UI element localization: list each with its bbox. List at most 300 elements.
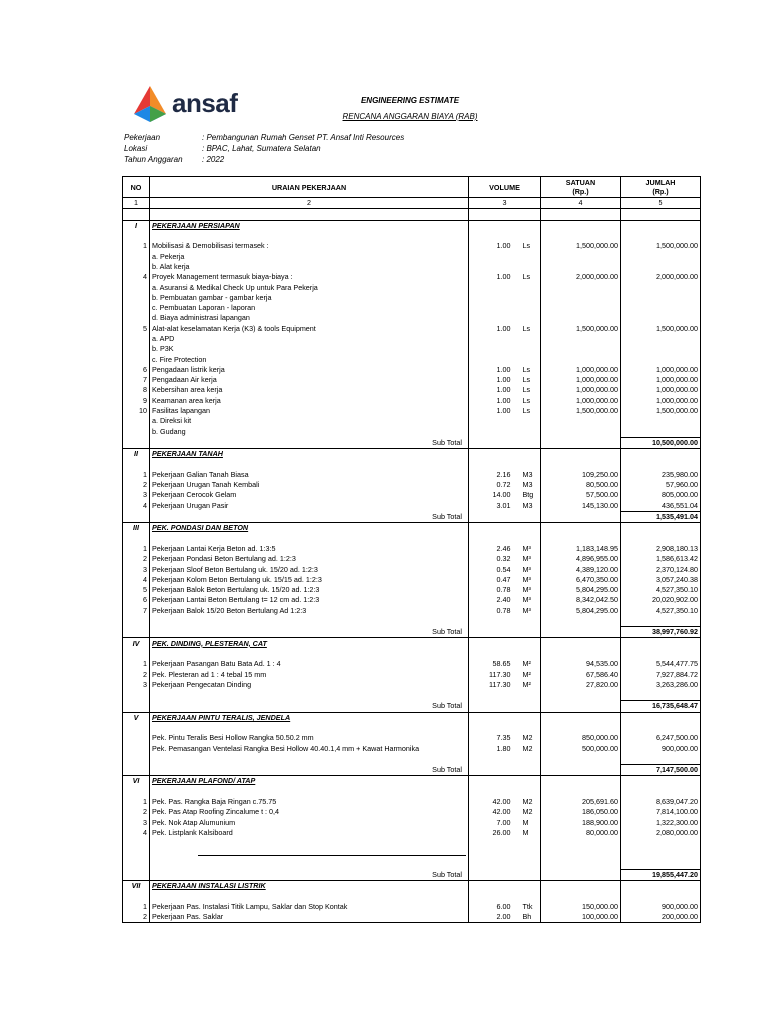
cell-unit	[521, 701, 541, 712]
cell-unit	[521, 511, 541, 522]
cell-no	[123, 838, 150, 848]
table-row	[123, 818, 701, 828]
table-row	[123, 902, 701, 912]
cell-volume: 7.35	[469, 733, 521, 743]
cell-total: 2,080,000.00	[621, 828, 701, 838]
cell-no	[123, 459, 150, 469]
table-row	[123, 807, 701, 817]
col-index: 5	[621, 198, 701, 209]
cell-no: 5	[123, 585, 150, 595]
cell-total	[621, 523, 701, 534]
cell-unit-price	[541, 892, 621, 902]
cell-total: 4,527,350.10	[621, 585, 701, 595]
subtotal-row	[123, 511, 701, 522]
cell-no	[123, 262, 150, 272]
cell-volume	[469, 303, 521, 313]
cell-total: 200,000.00	[621, 912, 701, 923]
cell-no: V	[123, 712, 150, 723]
cell-total: 1,000,000.00	[621, 365, 701, 375]
table-row	[123, 406, 701, 416]
cell-volume	[469, 313, 521, 323]
cell-volume	[469, 690, 521, 701]
cell-total: 1,000,000.00	[621, 396, 701, 406]
cell-description	[150, 754, 469, 765]
cell-total: 7,927,884.72	[621, 669, 701, 679]
table-row	[123, 848, 701, 858]
cell-total	[621, 690, 701, 701]
table-row	[123, 303, 701, 313]
cell-unit-price: 4,389,120.00	[541, 564, 621, 574]
subtotal-row	[123, 765, 701, 776]
cell-unit-price: 500,000.00	[541, 743, 621, 753]
section-row	[123, 881, 701, 892]
cell-unit: Ls	[521, 365, 541, 375]
cell-description	[150, 787, 469, 797]
cell-description	[150, 649, 469, 659]
cell-volume: 0.72	[469, 480, 521, 490]
table-row	[123, 733, 701, 743]
subtotal-label: Sub Total	[150, 765, 469, 776]
cell-unit-price	[541, 344, 621, 354]
table-row	[123, 859, 701, 870]
info-value: : BPAC, Lahat, Sumatera Selatan	[202, 144, 321, 153]
subtotal-row	[123, 701, 701, 712]
info-label: Pekerjaan	[124, 133, 161, 142]
table-row	[123, 416, 701, 426]
cell-unit-price	[541, 649, 621, 659]
cell-unit-price	[541, 209, 621, 220]
cell-volume: 42.00	[469, 797, 521, 807]
cell-unit	[521, 449, 541, 460]
cell-no	[123, 293, 150, 303]
cell-unit-price: 8,342,042.50	[541, 595, 621, 605]
cell-total	[621, 723, 701, 733]
cell-volume	[469, 859, 521, 870]
cell-description: Mobilisasi & Demobilisasi termasek :	[150, 241, 469, 251]
cell-unit	[521, 334, 541, 344]
subtotal-row	[123, 870, 701, 881]
cell-description: c. Pembuatan Laporan - laporan	[150, 303, 469, 313]
cell-volume	[469, 616, 521, 627]
cell-description: Pekerjaan Pas. Saklar	[150, 912, 469, 923]
cell-unit-price: 5,804,295.00	[541, 585, 621, 595]
document-title: ENGINEERING ESTIMATE	[360, 96, 460, 105]
table-row	[123, 293, 701, 303]
cell-unit: M³	[521, 564, 541, 574]
cell-no	[123, 765, 150, 776]
subtotal-label: Sub Total	[150, 437, 469, 448]
cell-total	[621, 459, 701, 469]
cell-total: 1,000,000.00	[621, 375, 701, 385]
cell-unit-price	[541, 701, 621, 712]
cell-unit	[521, 209, 541, 220]
cell-total	[621, 416, 701, 426]
table-row	[123, 616, 701, 627]
cell-description: PEKERJAAN INSTALASI LISTRIK	[150, 881, 469, 892]
cell-unit-price	[541, 712, 621, 723]
cell-unit: Btg	[521, 490, 541, 500]
col-no: NO	[123, 177, 150, 198]
table-row	[123, 334, 701, 344]
cell-unit-price	[541, 334, 621, 344]
cell-unit-price: 1,000,000.00	[541, 375, 621, 385]
cell-no	[123, 354, 150, 364]
col-volume: VOLUME	[469, 177, 541, 198]
cell-no	[123, 848, 150, 858]
table-row	[123, 470, 701, 480]
cell-volume	[469, 437, 521, 448]
cell-no	[123, 627, 150, 638]
cell-volume	[469, 638, 521, 649]
cell-unit	[521, 459, 541, 469]
cell-unit-price	[541, 534, 621, 544]
cell-unit-price: 850,000.00	[541, 733, 621, 743]
subtotal-row	[123, 437, 701, 448]
cell-unit: Ls	[521, 324, 541, 334]
cell-no: 8	[123, 385, 150, 395]
cell-unit	[521, 838, 541, 848]
table-row	[123, 585, 701, 595]
cell-no	[123, 427, 150, 438]
section-row	[123, 776, 701, 787]
cell-total: 1,000,000.00	[621, 385, 701, 395]
cell-description	[150, 723, 469, 733]
cell-total	[621, 303, 701, 313]
table-row	[123, 231, 701, 241]
cell-unit	[521, 437, 541, 448]
cell-total	[621, 892, 701, 902]
cell-no	[123, 733, 150, 743]
table-row	[123, 659, 701, 669]
cell-volume: 1.00	[469, 406, 521, 416]
cell-no: 4	[123, 501, 150, 512]
table-row	[123, 396, 701, 406]
col-satuan	[541, 177, 621, 198]
cell-total	[621, 712, 701, 723]
cell-description: b. P3K	[150, 344, 469, 354]
cell-unit-price: 1,500,000.00	[541, 241, 621, 251]
cell-unit: Ls	[521, 396, 541, 406]
rab-table	[122, 176, 701, 923]
cell-description: Pek. Pas Atap Roofing Zincalume t : 0,4	[150, 807, 469, 817]
cell-unit	[521, 859, 541, 870]
subtotal-value: 1,535,491.04	[621, 511, 701, 522]
cell-description	[150, 859, 469, 870]
cell-unit: M2	[521, 797, 541, 807]
cell-description: d. Biaya administrasi lapangan	[150, 313, 469, 323]
cell-volume	[469, 723, 521, 733]
info-row	[124, 133, 404, 142]
cell-unit	[521, 534, 541, 544]
logo-text: ansaf	[172, 88, 238, 118]
cell-description	[150, 231, 469, 241]
cell-total	[621, 427, 701, 438]
cell-no: 4	[123, 272, 150, 282]
cell-total: 1,500,000.00	[621, 241, 701, 251]
cell-unit	[521, 427, 541, 438]
cell-description	[150, 459, 469, 469]
cell-no	[123, 723, 150, 733]
cell-unit	[521, 870, 541, 881]
cell-unit	[521, 354, 541, 364]
subtotal-value: 16,735,648.47	[621, 701, 701, 712]
cell-description: c. Fire Protection	[150, 354, 469, 364]
cell-unit-price	[541, 765, 621, 776]
cell-unit	[521, 303, 541, 313]
cell-unit	[521, 293, 541, 303]
cell-volume	[469, 282, 521, 292]
cell-volume: 0.78	[469, 606, 521, 616]
cell-total	[621, 848, 701, 858]
cell-unit-price: 6,470,350.00	[541, 575, 621, 585]
cell-total	[621, 649, 701, 659]
cell-unit: M³	[521, 606, 541, 616]
cell-unit	[521, 616, 541, 627]
table-row	[123, 480, 701, 490]
cell-unit-price: 100,000.00	[541, 912, 621, 923]
cell-no	[123, 616, 150, 627]
table-row	[123, 324, 701, 334]
cell-volume: 1.00	[469, 396, 521, 406]
table-row	[123, 754, 701, 765]
cell-no: IV	[123, 638, 150, 649]
cell-total: 3,263,286.00	[621, 680, 701, 690]
cell-unit-price	[541, 449, 621, 460]
cell-unit	[521, 848, 541, 858]
table-row	[123, 680, 701, 690]
section-row	[123, 523, 701, 534]
cell-unit-price	[541, 723, 621, 733]
cell-description: a. Asuransi & Medikal Check Up untuk Para Pekerja	[150, 282, 469, 292]
table-row	[123, 723, 701, 733]
cell-unit: M	[521, 818, 541, 828]
cell-unit: M2	[521, 733, 541, 743]
cell-volume	[469, 449, 521, 460]
cell-no	[123, 511, 150, 522]
table-row	[123, 575, 701, 585]
cell-description	[150, 690, 469, 701]
cell-description: Pengadaan listrik kerja	[150, 365, 469, 375]
cell-description: b. Pembuatan gambar - gambar kerja	[150, 293, 469, 303]
cell-total	[621, 334, 701, 344]
cell-description: a. APD	[150, 334, 469, 344]
cell-unit-price	[541, 776, 621, 787]
cell-volume	[469, 523, 521, 534]
cell-unit: M3	[521, 480, 541, 490]
cell-total	[621, 220, 701, 231]
cell-description: b. Gudang	[150, 427, 469, 438]
col-uraian: URAIAN PEKERJAAN	[150, 177, 469, 198]
cell-description: Pekerjaan Lantai Beton Bertulang t= 12 cm ad. 1:2:3	[150, 595, 469, 605]
cell-unit-price: 1,000,000.00	[541, 365, 621, 375]
cell-volume	[469, 534, 521, 544]
cell-unit-price: 1,183,148.95	[541, 544, 621, 554]
cell-unit-price	[541, 251, 621, 261]
cell-total	[621, 616, 701, 627]
cell-unit-price	[541, 870, 621, 881]
cell-volume: 1.80	[469, 743, 521, 753]
cell-no	[123, 859, 150, 870]
section-row	[123, 449, 701, 460]
cell-no: 1	[123, 241, 150, 251]
col-satuan-unit: (Rp.)	[572, 187, 589, 196]
cell-description: b. Alat kerja	[150, 262, 469, 272]
cell-volume: 0.54	[469, 564, 521, 574]
cell-unit-price	[541, 313, 621, 323]
subtotal-row	[123, 627, 701, 638]
cell-no	[123, 313, 150, 323]
table-row	[123, 354, 701, 364]
cell-unit: Ls	[521, 272, 541, 282]
ansaf-logo-icon	[130, 84, 170, 124]
cell-volume	[469, 209, 521, 220]
table-row	[123, 313, 701, 323]
cell-total: 235,980.00	[621, 470, 701, 480]
cell-no: 9	[123, 396, 150, 406]
cell-description	[150, 209, 469, 220]
section-row	[123, 712, 701, 723]
table-row	[123, 743, 701, 753]
cell-description: PEKERJAAN PERSIAPAN	[150, 220, 469, 231]
cell-no	[123, 743, 150, 753]
cell-unit-price	[541, 690, 621, 701]
cell-total	[621, 231, 701, 241]
table-row	[123, 649, 701, 659]
cell-unit: M³	[521, 585, 541, 595]
cell-description: Pekerjaan Balok 15/20 Beton Bertulang Ad 1:2:3	[150, 606, 469, 616]
cell-unit	[521, 313, 541, 323]
cell-no: 6	[123, 365, 150, 375]
cell-total: 436,551.04	[621, 501, 701, 512]
cell-volume: 14.00	[469, 490, 521, 500]
subtotal-label: Sub Total	[150, 870, 469, 881]
cell-no	[123, 437, 150, 448]
cell-no: 3	[123, 490, 150, 500]
cell-total: 8,639,047.20	[621, 797, 701, 807]
cell-total: 5,544,477.75	[621, 659, 701, 669]
cell-volume: 0.47	[469, 575, 521, 585]
col-index: 3	[469, 198, 541, 209]
table-row	[123, 787, 701, 797]
cell-unit-price	[541, 231, 621, 241]
cell-unit: M3	[521, 470, 541, 480]
cell-unit-price: 94,535.00	[541, 659, 621, 669]
cell-description: Pek. Pintu Teralis Besi Hollow Rangka 50.50.2 mm	[150, 733, 469, 743]
cell-unit	[521, 776, 541, 787]
cell-total	[621, 293, 701, 303]
subtotal-value: 19,855,447.20	[621, 870, 701, 881]
subtotal-label: Sub Total	[150, 627, 469, 638]
cell-volume: 6.00	[469, 902, 521, 912]
cell-unit	[521, 220, 541, 231]
cell-volume	[469, 262, 521, 272]
cell-total: 57,960.00	[621, 480, 701, 490]
cell-volume	[469, 649, 521, 659]
subtotal-label: Sub Total	[150, 701, 469, 712]
cell-no	[123, 344, 150, 354]
cell-unit-price: 1,000,000.00	[541, 396, 621, 406]
cell-no	[123, 416, 150, 426]
cell-volume: 1.00	[469, 324, 521, 334]
cell-volume	[469, 220, 521, 231]
cell-volume: 1.00	[469, 365, 521, 375]
cell-description: PEKERJAAN PINTU TERALIS, JENDELA	[150, 712, 469, 723]
cell-volume	[469, 354, 521, 364]
cell-volume: 2.00	[469, 912, 521, 923]
subtotal-value: 7,147,500.00	[621, 765, 701, 776]
cell-no: 5	[123, 324, 150, 334]
cell-unit: Bh	[521, 912, 541, 923]
cell-unit: M²	[521, 659, 541, 669]
cell-total: 2,370,124.80	[621, 564, 701, 574]
cell-no: 4	[123, 828, 150, 838]
cell-description	[150, 848, 469, 858]
cell-description: PEK. PONDASI DAN BETON	[150, 523, 469, 534]
cell-unit-price: 109,250.00	[541, 470, 621, 480]
section-row	[123, 220, 701, 231]
section-row	[123, 638, 701, 649]
table-row	[123, 241, 701, 251]
cell-unit-price	[541, 416, 621, 426]
cell-unit	[521, 787, 541, 797]
cell-total	[621, 638, 701, 649]
table-row	[123, 209, 701, 220]
cell-volume: 3.01	[469, 501, 521, 512]
cell-no: 1	[123, 797, 150, 807]
cell-description: Pekerjaan Pondasi Beton Bertulang ad. 1:2:3	[150, 554, 469, 564]
cell-total	[621, 859, 701, 870]
table-row	[123, 669, 701, 679]
cell-no: 1	[123, 470, 150, 480]
cell-volume: 0.32	[469, 554, 521, 564]
cell-unit-price: 188,900.00	[541, 818, 621, 828]
document-subtitle: RENCANA ANGGARAN BIAYA (RAB)	[342, 112, 478, 121]
cell-description: Pekerjaan Urugan Tanah Kembali	[150, 480, 469, 490]
cell-no	[123, 870, 150, 881]
table-row	[123, 251, 701, 261]
cell-unit-price	[541, 303, 621, 313]
cell-volume	[469, 892, 521, 902]
cell-unit-price	[541, 293, 621, 303]
cell-description	[150, 838, 469, 848]
cell-total	[621, 354, 701, 364]
cell-unit: M	[521, 828, 541, 838]
table-row	[123, 554, 701, 564]
col-jumlah	[621, 177, 701, 198]
cell-unit-price	[541, 638, 621, 649]
cell-volume: 117.30	[469, 680, 521, 690]
cell-unit: M3	[521, 501, 541, 512]
cell-total	[621, 282, 701, 292]
cell-unit-price	[541, 459, 621, 469]
cell-description: Pekerjaan Pas. Instalasi Titik Lampu, Saklar dan Stop Kontak	[150, 902, 469, 912]
table-row	[123, 797, 701, 807]
cell-description: Pekerjaan Galian Tanah Biasa	[150, 470, 469, 480]
table-row	[123, 838, 701, 848]
cell-no	[123, 701, 150, 712]
cell-volume	[469, 701, 521, 712]
table-row	[123, 564, 701, 574]
cell-total: 805,000.00	[621, 490, 701, 500]
cell-description	[150, 534, 469, 544]
cell-unit	[521, 523, 541, 534]
table-row	[123, 544, 701, 554]
table-row	[123, 427, 701, 438]
cell-unit-price	[541, 848, 621, 858]
cell-volume	[469, 787, 521, 797]
cell-volume	[469, 293, 521, 303]
cell-description: a. Pekerja	[150, 251, 469, 261]
